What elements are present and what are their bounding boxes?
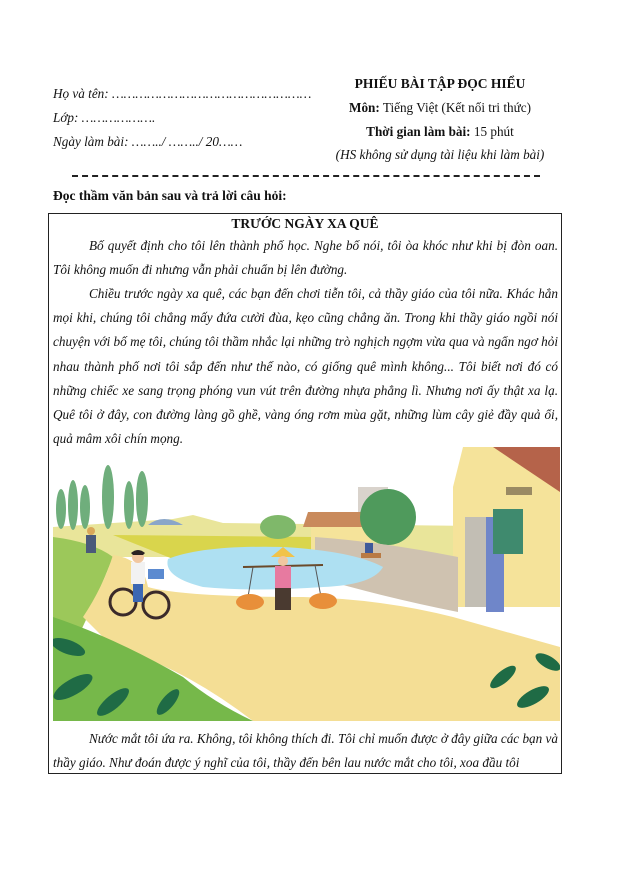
subject-label: Môn: [349,100,380,115]
student-name-field: Họ và tên: …………………………………………… [53,86,312,101]
subject-value: Tiếng Việt (Kết nối tri thức) [382,100,531,115]
story-illustration [53,447,560,721]
paragraph-1: Bố quyết định cho tôi lên thành phố học. Nghe bố nói, tôi òa khóc như khi bị đòn oan. Tôi không muốn đi nhưng vẫn phải chuẩn bị lên đường. [53,238,558,278]
time-label: Thời gian làm bài: [366,124,471,139]
student-class-field: Lớp: ………………. [53,110,156,125]
paragraph-2: Chiều trước ngày xa quê, các bạn đến chơi tiễn tôi, cả thầy giáo của tôi nữa. Khác hẳn mọi khi, chúng tôi chẳng mấy đứa cười đùa, kẹo cũng chẳng ăn. Trong khi thầy giáo ngồi nói chuyện với bố mẹ tôi, chúng tôi thầm nhắc lại những trò nghịch ngợm vừa qua và ngẩn ngơ hỏi nhau thành phố nơi tôi sắp đến như thế nào, có giống quê mình không... Tôi biết nơi đó có những chiếc xe sang trọng phóng vun vút trên đường nhựa phẳng lì. Nhưng nơi ấy thật xa lạ. Quê tôi ở đây, con đường làng gồ ghề, vàng óng rơm mùa gặt, những lùm cây giẻ đầy quả ổi, quả mâm xôi chín mọng. [53,286,558,447]
story-title: TRƯỚC NGÀY XA QUÊ [231,216,379,231]
subject-line [300,100,580,116]
paragraph-3: Nước mắt tôi ứa ra. Không, tôi không thích đi. Tôi chỉ muốn được ở đây giữa các bạn và thầy giáo. Như đoán được ý nghĩ của tôi, thầy đến bên lau nước mắt cho tôi, xoa đầu tôi [53,731,558,771]
time-value: 15 phút [473,124,514,139]
worksheet-title: PHIẾU BÀI TẬP ĐỌC HIỂU [354,76,526,91]
date-field: Ngày làm bài: ……../ ……../ 20…… [53,134,243,149]
dashed-divider [72,175,540,177]
time-line [300,124,580,140]
note: (HS không sử dụng tài liệu khi làm bài) [335,147,545,162]
reading-passage-box [48,213,562,774]
instruction: Đọc thầm văn bản sau và trả lời câu hỏi: [53,188,287,203]
village-scene-image [53,447,560,721]
